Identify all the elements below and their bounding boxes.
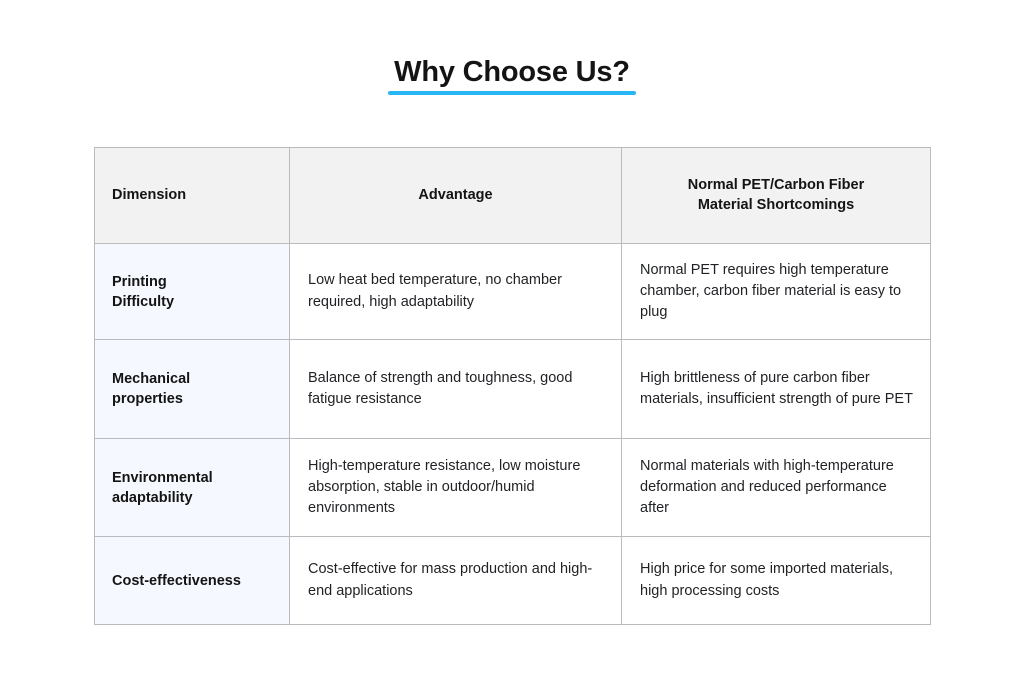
row-advantage-mechanical-properties: Balance of strength and toughness, good fatigue resistance <box>290 340 622 439</box>
table-header <box>95 148 931 244</box>
row-advantage-cost-effectiveness: Cost-effective for mass production and high-end applications <box>290 537 622 625</box>
row-dimension-environmental-adaptability <box>95 439 290 537</box>
page-title <box>390 56 634 97</box>
table-row <box>95 439 931 537</box>
column-header-shortcomings-line2: Material Shortcomings <box>697 196 855 213</box>
dimension-label-line1: Printing <box>112 273 167 290</box>
comparison-table-container <box>94 147 930 625</box>
column-header-advantage: Advantage <box>290 148 622 244</box>
row-dimension-cost-effectiveness <box>95 537 290 625</box>
dimension-label-line1: Cost-effectiveness <box>112 572 241 589</box>
table-body <box>95 244 931 625</box>
dimension-label-line1: Environmental <box>112 469 213 486</box>
dimension-label-line1: Mechanical <box>112 371 191 387</box>
table-header-row <box>95 148 931 244</box>
table-row <box>95 340 931 439</box>
title-underline-decoration <box>388 91 636 95</box>
column-header-shortcomings-line1: Normal PET/Carbon Fiber <box>687 176 865 193</box>
page-title-text: Why Choose Us? <box>394 56 630 88</box>
dimension-label-line2: Difficulty <box>112 293 175 310</box>
dimension-label-line2: adaptability <box>112 489 193 506</box>
row-shortcoming-printing-difficulty: Normal PET requires high temperature chamber, carbon fiber material is easy to plug <box>622 244 931 340</box>
table-row <box>95 244 931 340</box>
row-shortcoming-mechanical-properties: High brittleness of pure carbon fiber materials, insufficient strength of pure PET <box>622 340 931 439</box>
row-dimension-printing-difficulty <box>95 244 290 340</box>
page-title-container <box>0 56 1024 97</box>
table-row <box>95 537 931 625</box>
row-advantage-printing-difficulty: Low heat bed temperature, no chamber required, high adaptability <box>290 244 622 340</box>
column-header-shortcomings <box>622 148 931 244</box>
row-dimension-mechanical-properties <box>95 340 290 439</box>
row-shortcoming-environmental-adaptability: Normal materials with high-temperature deformation and reduced performance after <box>622 439 931 537</box>
row-shortcoming-cost-effectiveness: High price for some imported materials, high processing costs <box>622 537 931 625</box>
column-header-dimension: Dimension <box>95 148 290 244</box>
comparison-table <box>94 147 931 625</box>
dimension-label-line2: properties <box>112 391 183 407</box>
row-advantage-environmental-adaptability: High-temperature resistance, low moisture absorption, stable in outdoor/humid environments <box>290 439 622 537</box>
